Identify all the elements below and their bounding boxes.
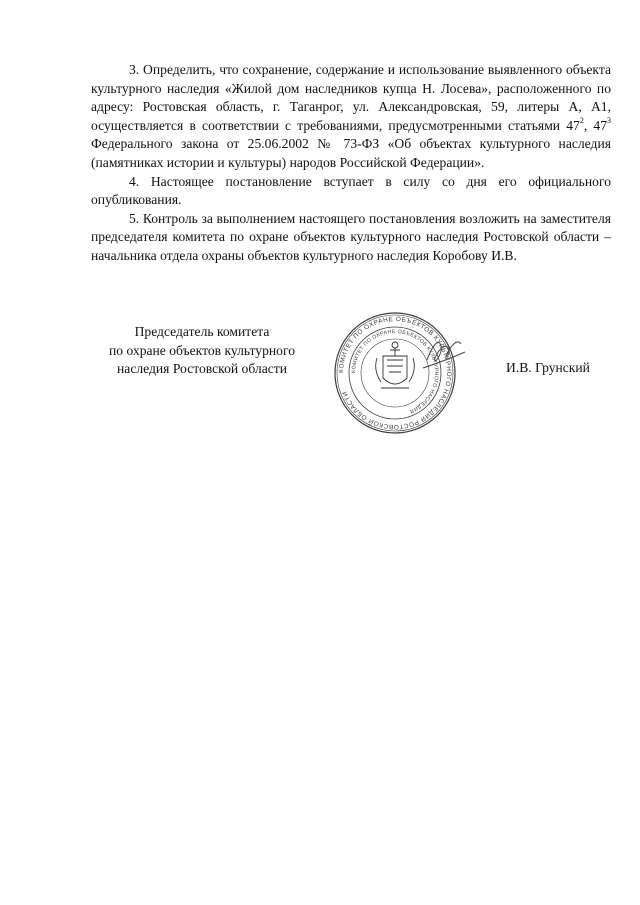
paragraph-3-text-c: Федерального закона от 25.06.2002 № 73-ФЗ «Об объектах культурного наследия (памятниках истории и культуры) народов Российской Федерации». [91,136,611,170]
signatory-title-line-1: Председатель комитета [134,324,270,339]
article-superscript-1: 2 [579,116,584,126]
paragraph-3-text-a: 3. Определить, что сохранение, содержание и использование выявленного объекта культурного наследия «Жилой дом наследников купца Н. Лосева», расположенного по адресу: Ростовская область, г. Таганрог, ул. Александровская, 59, литеры А, А1, осуществляется в соответствии с требованиями, предусмотренными статьями 47 [91,62,611,133]
signatory-name: И.В. Грунский [506,360,590,375]
paragraph-3-text-b: , 47 [583,117,608,133]
signatory-title [92,323,312,379]
seal-inner-text: КОМИТЕТ ПО ОХРАНЕ ОБЪЕКТОВ КУЛЬТУРНОГО НАСЛЕДИЯ [350,328,440,415]
official-seal [315,308,475,438]
coat-of-arms-icon [376,342,415,388]
paragraph-4: 4. Настоящее постановление вступает в силу со дня его официального опубликования. [91,173,611,208]
seal-outer-text: КОМИТЕТ ПО ОХРАНЕ ОБЪЕКТОВ КУЛЬТУРНОГО НАСЛЕДИЯ РОСТОВСКОЙ ОБЛАСТИ [337,315,453,431]
signatory-title-line-3: наследия Ростовской области [117,361,287,377]
signatory-title-line-2: по охране объектов культурного [108,342,296,358]
paragraph-5: 5. Контроль за выполнением настоящего постановления возложить на заместителя председателя комитета по охране объектов культурного наследия Ростовской области – начальника отдела охраны объектов культурного наследия Коробову И.В. [91,210,611,263]
paragraph-3 [91,61,611,173]
article-superscript-2: 3 [607,116,612,126]
document-body [91,61,611,266]
